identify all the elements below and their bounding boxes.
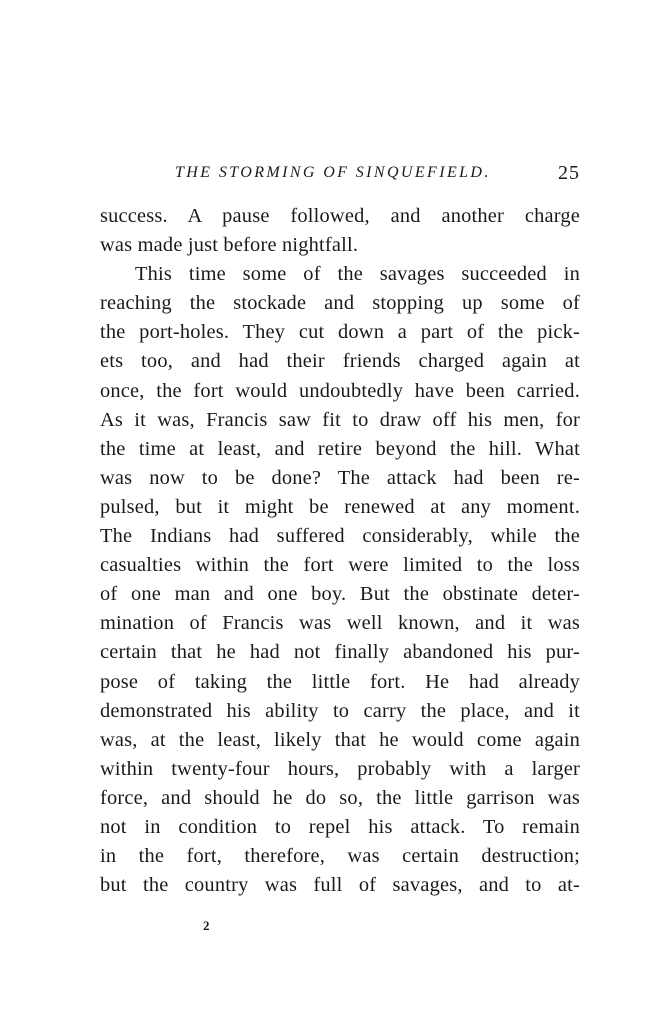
signature-mark: 2: [203, 918, 210, 933]
text-line: demonstrated his ability to carry the place, and it: [100, 699, 580, 722]
text-line: certain that he had not finally abandoned his pur-: [100, 641, 580, 664]
body-text: [100, 202, 580, 900]
page-number: 25: [558, 162, 580, 184]
text-line: was now to be done? The attack had been re-: [100, 466, 580, 489]
text-line: within twenty-four hours, probably with a larger: [100, 757, 580, 780]
running-title: THE STORMING OF SINQUEFIELD.: [175, 164, 491, 181]
text-line: not in condition to repel his attack. To remain: [100, 815, 580, 838]
text-line: pose of taking the little fort. He had already: [100, 670, 580, 693]
text-line: the time at least, and retire beyond the hill. What: [100, 437, 580, 460]
text-line: the port-holes. They cut down a part of the pick-: [100, 321, 580, 344]
text-line: but the country was full of savages, and to at-: [100, 874, 580, 897]
text-line: success. A pause followed, and another charge: [100, 205, 580, 227]
text-line: once, the fort would undoubtedly have been carried.: [100, 379, 580, 402]
text-line: force, and should he do so, the little garrison was: [100, 786, 580, 809]
text-line: mination of Francis was well known, and it was: [100, 612, 580, 635]
text-line: ets too, and had their friends charged again at: [100, 350, 580, 373]
text-line: casualties within the fort were limited to the loss: [100, 554, 580, 577]
text-line: As it was, Francis saw fit to draw off his men, for: [100, 408, 580, 431]
text-line: This time some of the savages succeeded in: [135, 263, 580, 286]
text-line: of one man and one boy. But the obstinate deter-: [100, 583, 580, 606]
text-line: was made just before nightfall.: [100, 234, 359, 257]
text-line: was, at the least, likely that he would come again: [100, 728, 580, 751]
page-header: [100, 164, 580, 188]
text-line: The Indians had suffered considerably, while the: [100, 525, 580, 548]
text-line: in the fort, therefore, was certain destruction;: [100, 845, 580, 868]
text-line: reaching the stockade and stopping up some of: [100, 292, 580, 315]
text-line: pulsed, but it might be renewed at any moment.: [100, 495, 580, 518]
